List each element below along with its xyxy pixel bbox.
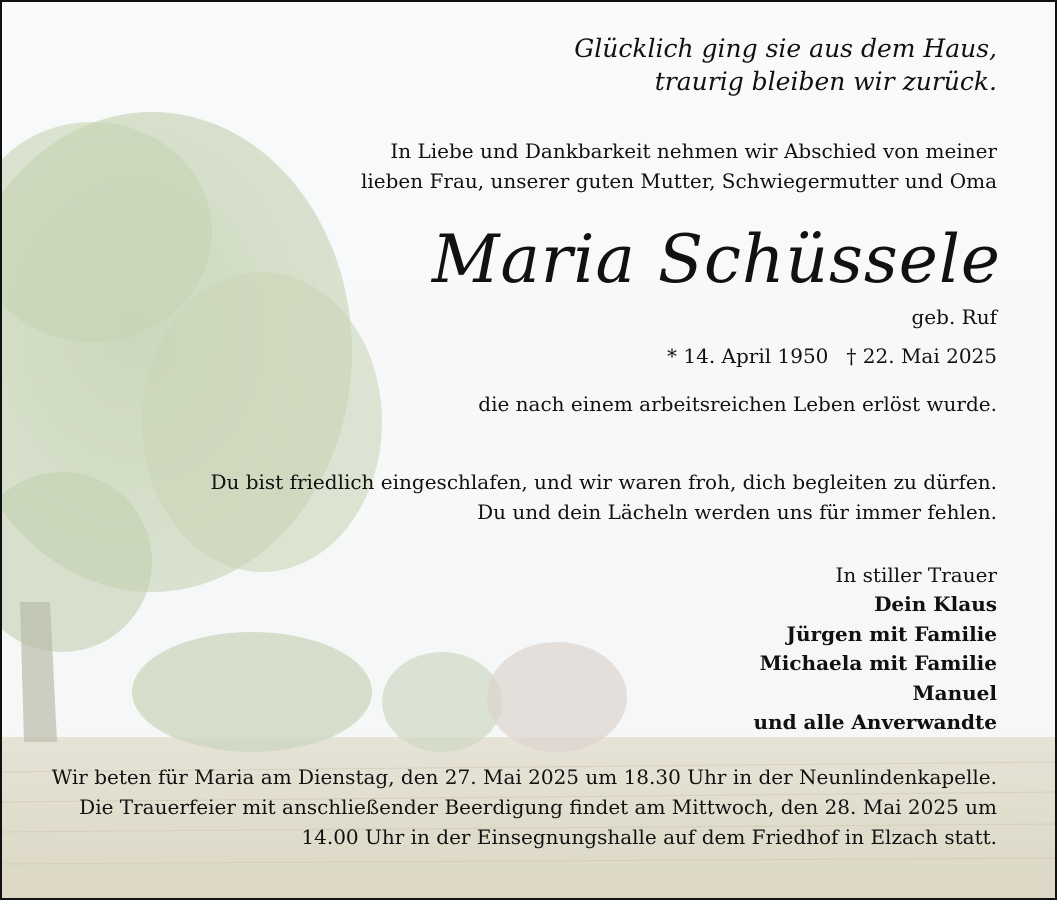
mourning-heading: In stiller Trauer (835, 563, 997, 587)
service-line: Die Trauerfeier mit anschließender Beerdigung findet am Mittwoch, den 28. Mai 2025 um (79, 795, 997, 819)
mourner-name: und alle Anverwandte (753, 710, 997, 734)
quote (574, 32, 997, 98)
mourner-name: Michaela mit Familie (759, 651, 997, 675)
service-line: 14.00 Uhr in der Einsegnungshalle auf dem Friedhof in Elzach statt. (301, 825, 997, 849)
intro-line: In Liebe und Dankbarkeit nehmen wir Abschied von meiner (390, 139, 997, 163)
quote-line: Glücklich ging sie aus dem Haus, (574, 34, 997, 63)
quote-line: traurig bleiben wir zurück. (654, 67, 997, 96)
mourner-list (754, 590, 997, 738)
verse (210, 467, 997, 527)
verse-line: Du bist friedlich eingeschlafen, und wir waren froh, dich begleiten zu dürfen. (210, 470, 997, 494)
service-line: Wir beten für Maria am Dienstag, den 27. Mai 2025 um 18.30 Uhr in der Neunlindenkapelle. (51, 765, 997, 789)
mourner-name: Dein Klaus (874, 592, 997, 616)
service-info (52, 762, 997, 852)
intro-text (361, 136, 997, 196)
birth-date: * 14. April 1950 (667, 344, 829, 368)
death-date: † 22. Mai 2025 (846, 344, 997, 368)
mourner-name: Manuel (912, 680, 997, 705)
intro-line: lieben Frau, unserer guten Mutter, Schwiegermutter und Oma (361, 169, 997, 193)
released-text: die nach einem arbeitsreichen Leben erlöst wurde. (478, 392, 997, 416)
deceased-name: Maria Schüssele (431, 221, 1001, 298)
born-name: geb. Ruf (911, 305, 997, 329)
life-dates (667, 342, 997, 370)
verse-line: Du und dein Lächeln werden uns für immer fehlen. (477, 500, 997, 524)
mourner-name: Jürgen mit Familie (786, 621, 997, 646)
